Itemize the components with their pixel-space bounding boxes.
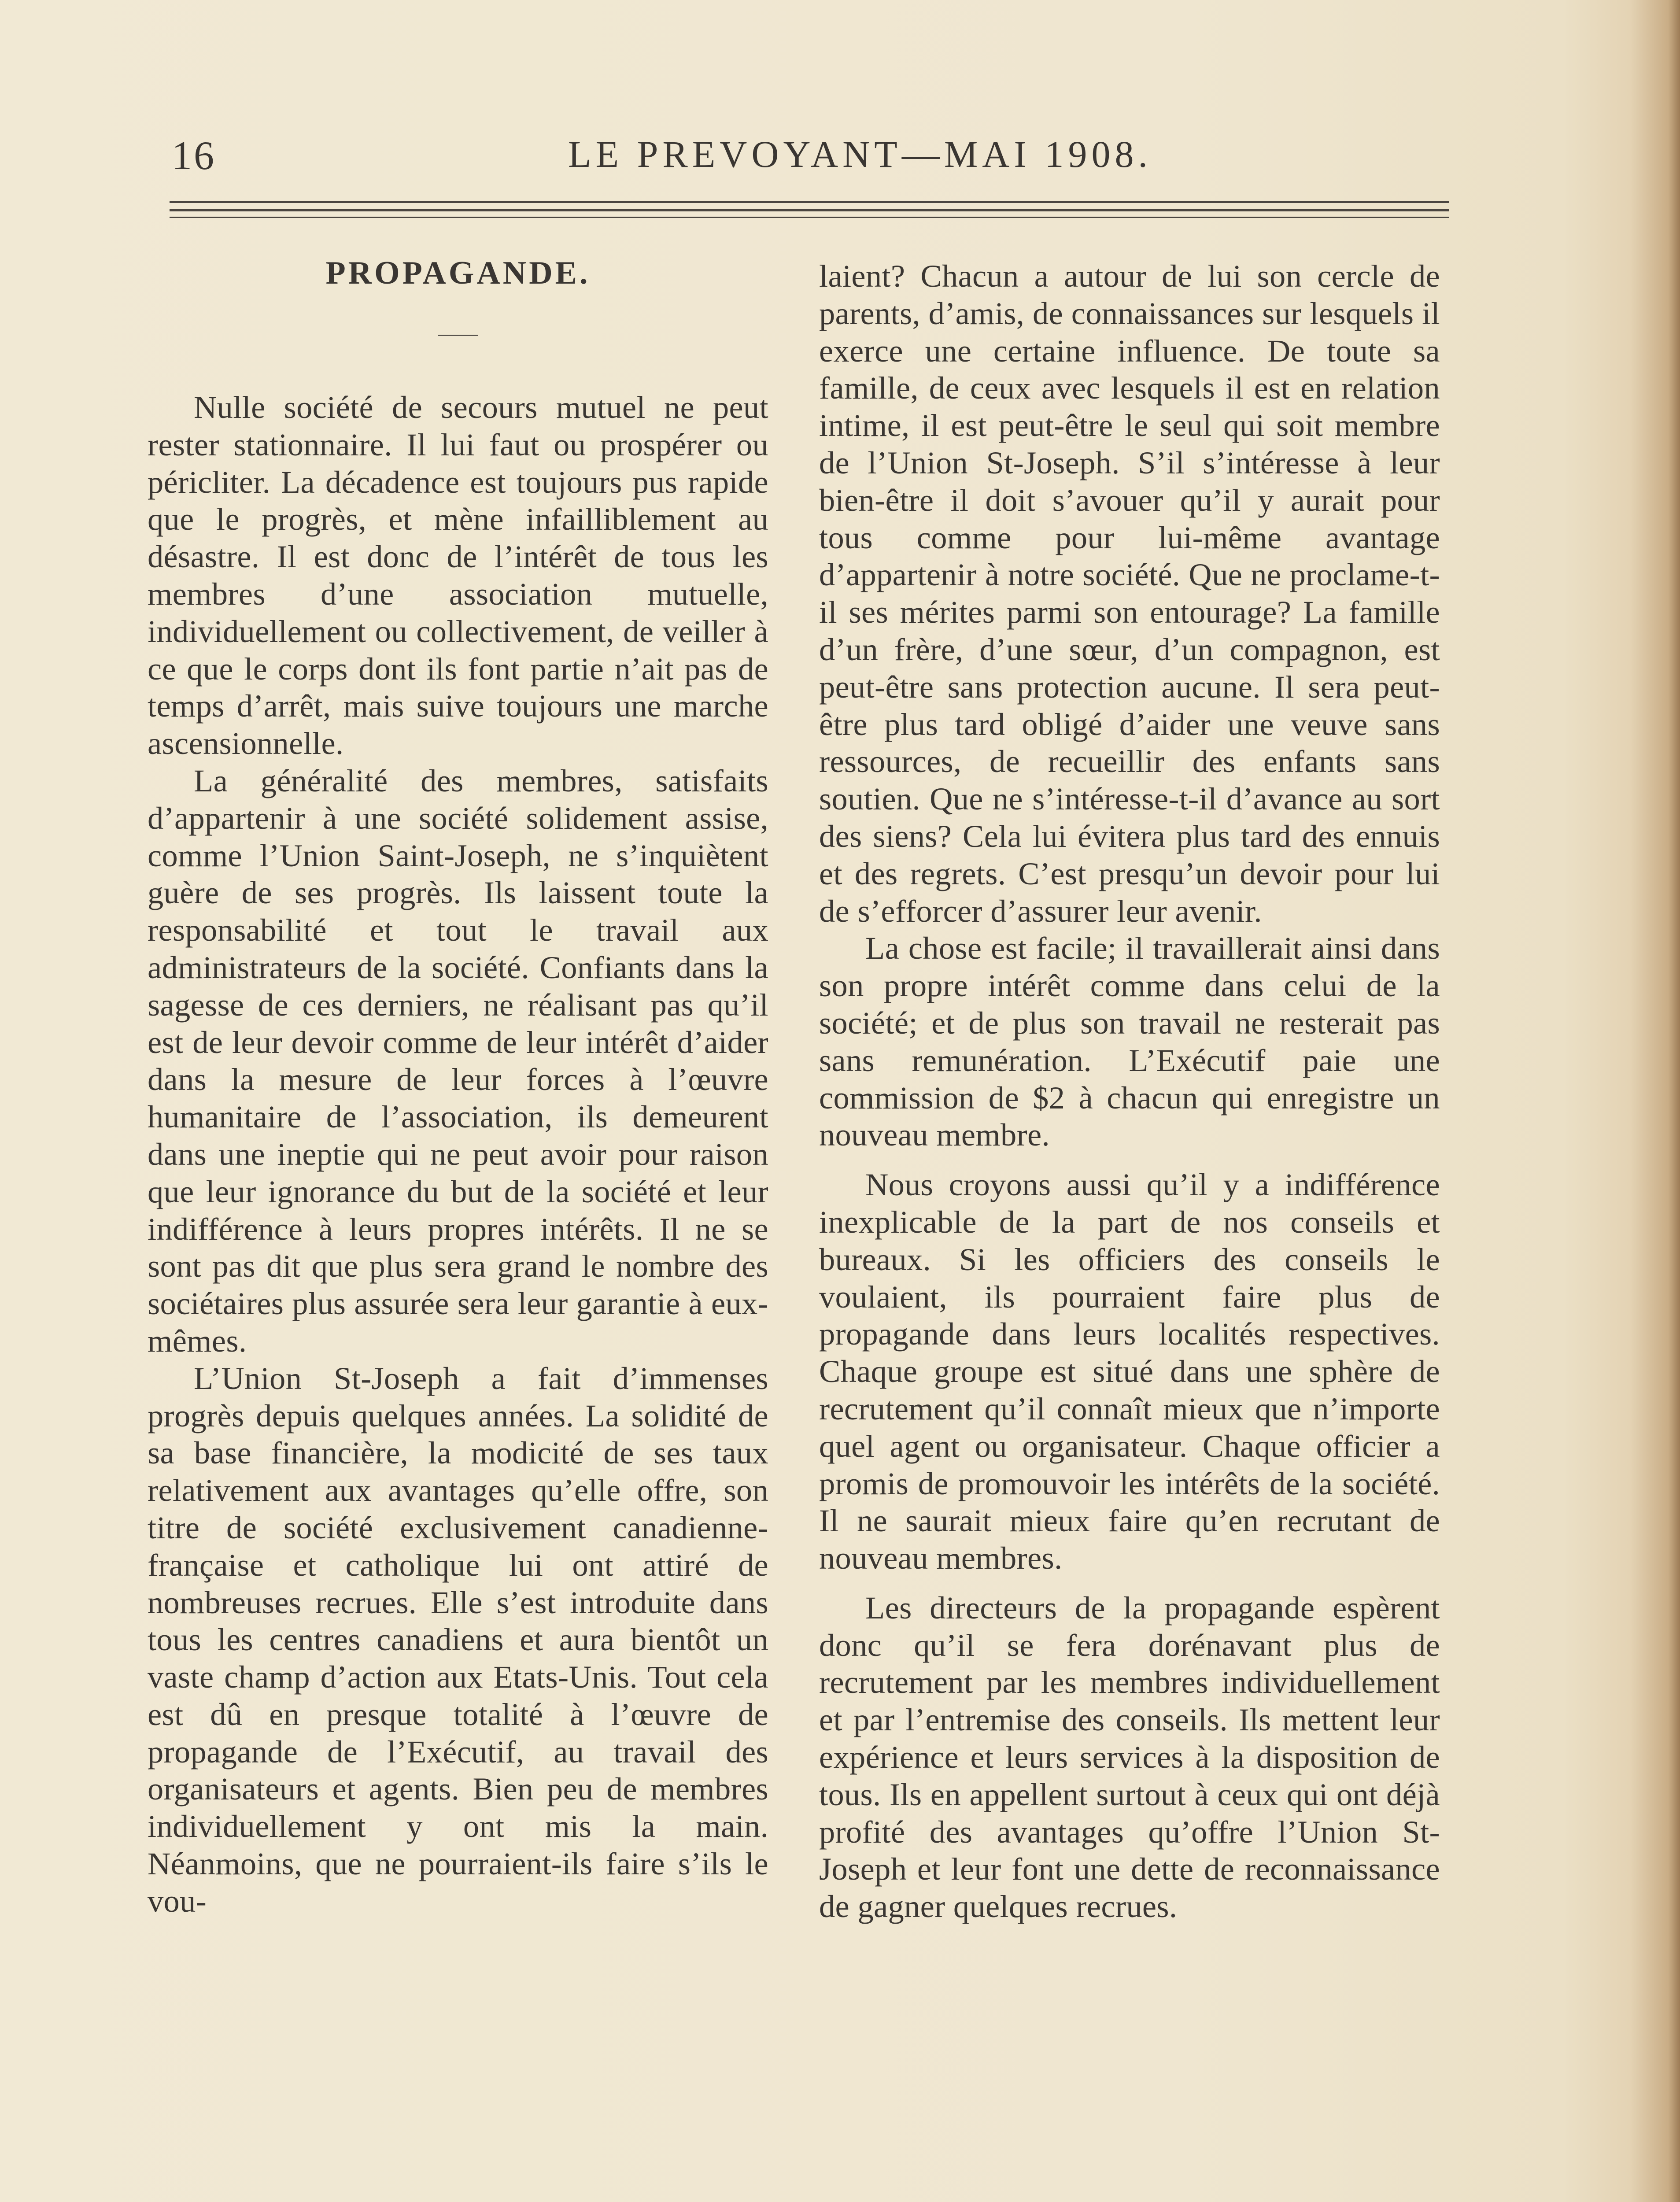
title-divider bbox=[438, 335, 478, 336]
paragraph: La généralité des membres, satisfaits d’appartenir à une société solidement assise, comme l’Union Saint-Joseph, ne s’inquiètent guère de ses progrès. Ils laissent toute la responsabilité et tout le travail aux administrateurs de la société. Confiants dans la sagesse de ces derniers, ne réalisant pas qu’il est de leur devoir comme de leur intérêt d’aider dans la mesure de leur forces à l’œuvre humanitaire de l’association, ils demeurent dans une ineptie qui ne peut avoir pour raison que leur ignorance du but de la société et leur indifférence à leurs propres intérêts. Il ne se sont pas dit que plus sera grand le nombre des sociétaires plus assurée sera leur garantie à eux-mêmes. bbox=[148, 762, 768, 1359]
paragraph: La chose est facile; il travaillerait ainsi dans son propre intérêt comme dans celui de la société; et de plus son travail ne resterait pas sans remunération. L’Exécutif paie une commission de $2 à chacun qui enregistre un nouveau membre. bbox=[819, 930, 1440, 1153]
left-column bbox=[148, 247, 768, 1920]
header-rule-middle bbox=[170, 209, 1449, 211]
paragraph: Nulle société de secours mutuel ne peut rester stationnaire. Il lui faut ou prospérer ou péricliter. La décadence est toujours pus rapide que le progrès, et mène infailliblement au désastre. Il est donc de l’intérêt de tous les membres d’une association mutuelle, individuellement ou collectivement, de veiller à ce que le corps dont ils font partie n’ait pas de temps d’arrêt, mais suive toujours une marche ascensionnelle. bbox=[148, 389, 768, 761]
paragraph: Nous croyons aussi qu’il y a indifférence inexplicable de la part de nos conseils et bureaux. Si les officiers des conseils le voulaient, ils pourraient faire plus de propagande dans leurs localités respectives. Chaque groupe est situé dans une sphère de recrutement qu’il connaît mieux que n’importe quel agent ou organisateur. Chaque officier a promis de promouvoir les intérêts de la société. Il ne saurait mieux faire qu’en recrutant de nouveau membres. bbox=[819, 1167, 1440, 1576]
right-column bbox=[819, 258, 1440, 1925]
paragraph: L’Union St-Joseph a fait d’immenses progrès depuis quelques années. La solidité de sa base financière, la modicité de ses taux relativement aux avantages qu’elle offre, son titre de société exclusivement canadienne-française et catholique lui ont attiré de nombreuses recrues. Elle s’est introduite dans tous les centres canadiens et aura bientôt un vaste champ d’action aux Etats-Unis. Tout cela est dû en presque totalité à l’œuvre de propagande de l’Exécutif, au travail des organisateurs et agents. Bien peu de membres individuellement y ont mis la main. Néanmoins, que ne pourraient-ils faire s’ils le vou- bbox=[148, 1360, 768, 1919]
page-number: 16 bbox=[172, 133, 216, 178]
running-title: LE PREVOYANT—MAI 1908. bbox=[568, 133, 1152, 175]
running-header bbox=[172, 123, 1493, 194]
header-rule-bottom bbox=[170, 217, 1449, 218]
header-rule-top bbox=[170, 201, 1449, 203]
article-title: PROPAGANDE. bbox=[325, 255, 591, 291]
paragraph: Les directeurs de la propagande espèrent donc qu’il se fera dorénavant plus de recrutement par les membres individuellement et par l’entremise des conseils. Ils mettent leur expérience et leurs services à la disposition de tous. Ils en appellent surtout à ceux qui ont déjà profité des avantages qu’offre l’Union St-Joseph et leur font une dette de reconnaissance de gagner quelques recrues. bbox=[819, 1589, 1440, 1925]
paragraph: laient? Chacun a autour de lui son cercle de parents, d’amis, de connaissances sur lesquels il exerce une certaine influence. De toute sa famille, de ceux avec lesquels il est en relation intime, il est peut-être le seul qui soit membre de l’Union St-Joseph. S’il s’intéresse à leur bien-être il doit s’avouer qu’il y aurait pour tous comme pour lui-même avantage d’appartenir à notre société. Que ne proclame-t-il ses mérites parmi son entourage? La famille d’un frère, d’une sœur, d’un compagnon, est peut-être sans protection aucune. Il sera peut-être plus tard obligé d’aider une veuve sans ressources, de recueillir des enfants sans soutien. Que ne s’intéresse-t-il d’avance au sort des siens? Cela lui évitera plus tard des ennuis et des regrets. C’est presqu’un devoir pour lui de s’efforcer d’assurer leur avenir. bbox=[819, 258, 1440, 929]
